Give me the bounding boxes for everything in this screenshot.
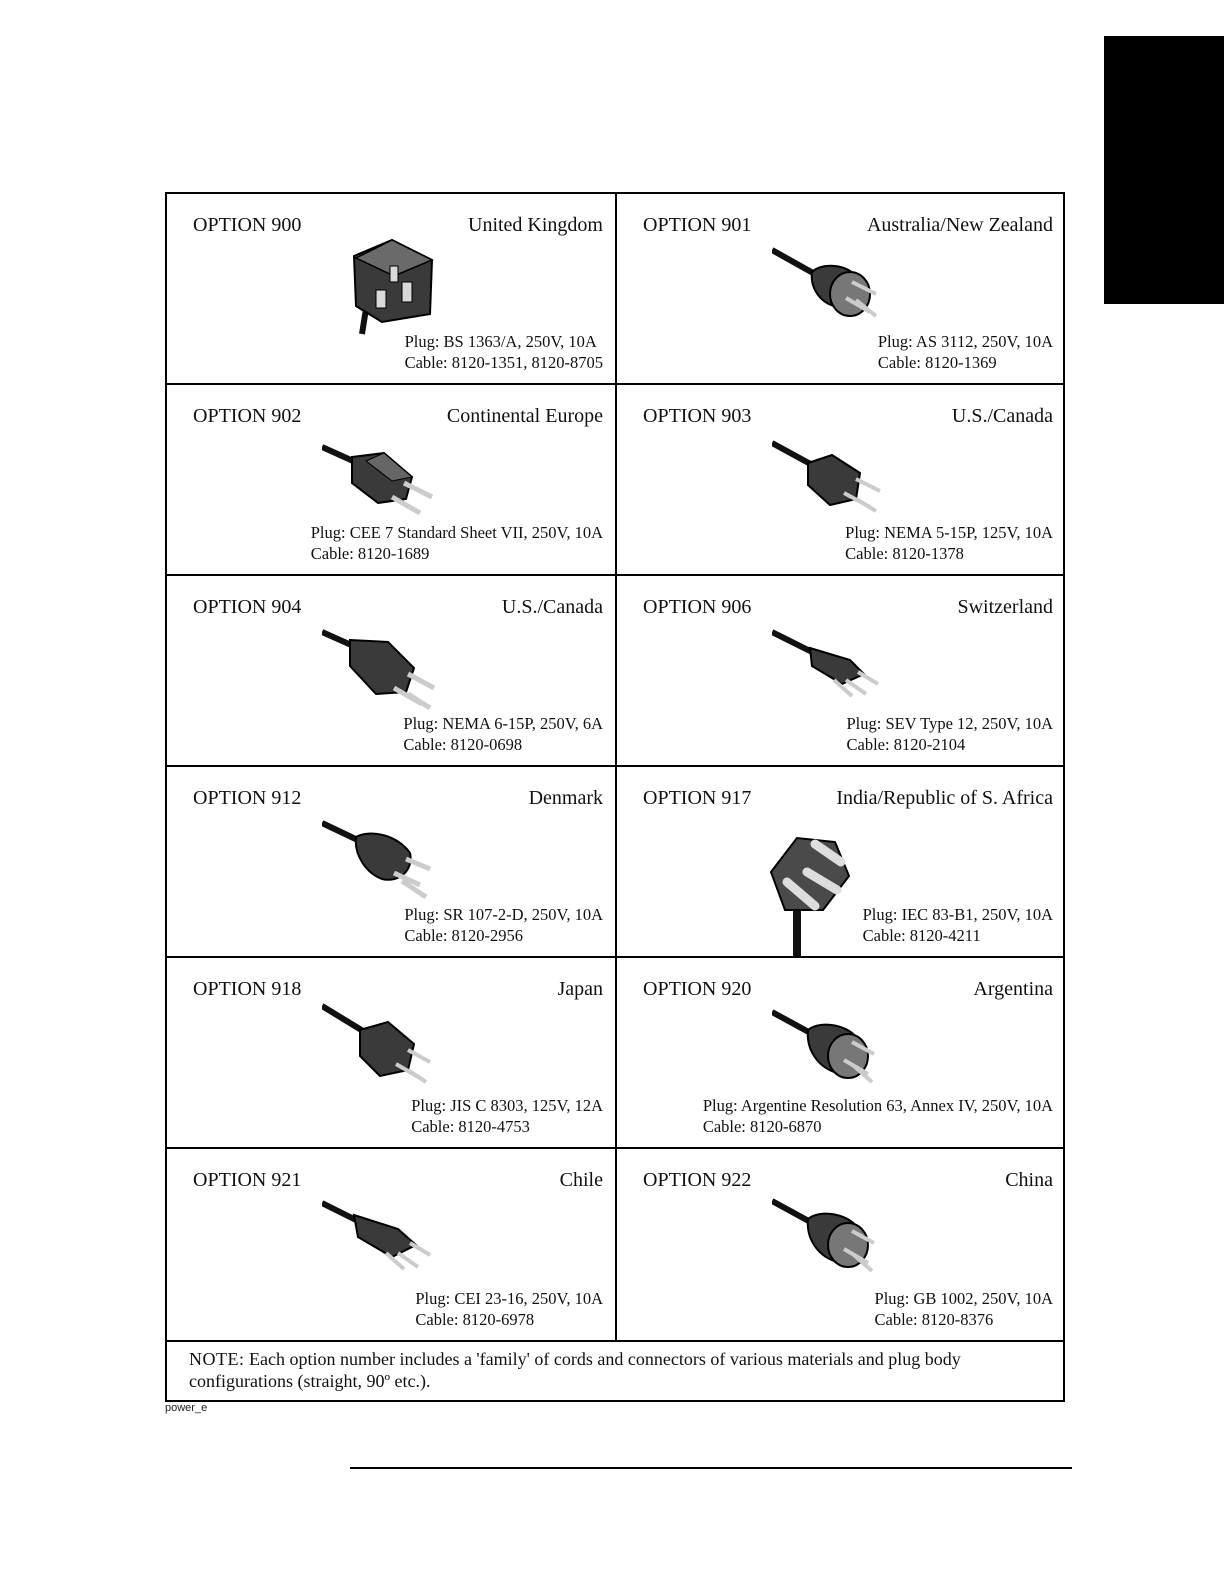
cable-part-numbers: Cable: 8120-0698 (403, 735, 523, 754)
option-country: U.S./Canada (951, 405, 1053, 427)
plug-spec: Plug: NEMA 5-15P, 125V, 10A (845, 523, 1053, 542)
australia-plug-icon (772, 236, 902, 336)
cable-part-numbers: Cable: 8120-6870 (702, 1117, 822, 1136)
europe-plug-icon (322, 427, 452, 527)
plug-spec: Plug: SR 107-2-D, 250V, 10A (404, 905, 603, 924)
option-number: OPTION 921 (193, 1169, 302, 1191)
option-specs (878, 331, 1053, 373)
chile-plug-icon (322, 1191, 452, 1291)
section-tab-marker (1104, 36, 1224, 304)
option-specs (847, 713, 1054, 755)
note-box (165, 1342, 1065, 1402)
option-number: OPTION 918 (193, 978, 302, 1000)
option-number: OPTION 901 (643, 214, 752, 236)
option-number: OPTION 902 (193, 405, 302, 427)
option-cell (617, 767, 1065, 958)
cable-part-numbers: Cable: 8120-6978 (415, 1310, 535, 1329)
cable-part-numbers: Cable: 8120-2104 (846, 735, 966, 754)
option-cell (167, 385, 617, 576)
note-text: Each option number includes a 'family' of cords and connectors of various materials and plug body configurations (straight, 90º etc.). (189, 1349, 961, 1391)
nema-5-15p-plug-icon (772, 427, 902, 527)
plug-spec: Plug: AS 3112, 250V, 10A (877, 332, 1053, 351)
option-number: OPTION 903 (643, 405, 752, 427)
cable-part-numbers: Cable: 8120-4211 (862, 926, 981, 945)
option-cell (617, 576, 1065, 767)
option-country: Switzerland (957, 596, 1053, 618)
swiss-plug-icon (772, 618, 902, 718)
option-country: Japan (557, 978, 603, 1000)
option-cell (617, 1149, 1065, 1340)
option-cell (167, 576, 617, 767)
japan-plug-icon (322, 1000, 452, 1100)
option-specs (311, 522, 603, 564)
option-country: Continental Europe (446, 405, 603, 427)
option-specs (703, 1095, 1053, 1137)
option-cell (167, 958, 617, 1149)
plug-spec: Plug: Argentine Resolution 63, Annex IV, 250V, 10A (702, 1096, 1053, 1115)
plug-spec: Plug: CEE 7 Standard Sheet VII, 250V, 10A (310, 523, 603, 542)
cable-part-numbers: Cable: 8120-1378 (845, 544, 964, 563)
cable-part-numbers: Cable: 8120-8376 (874, 1310, 994, 1329)
option-number: OPTION 922 (643, 1169, 752, 1191)
argentina-plug-icon (772, 1000, 902, 1100)
option-cell (617, 194, 1065, 385)
option-country: U.S./Canada (501, 596, 603, 618)
cable-part-numbers: Cable: 8120-1351, 8120-8705 (404, 353, 603, 372)
option-specs (404, 904, 603, 946)
option-cell (167, 194, 617, 385)
plug-spec: Plug: GB 1002, 250V, 10A (874, 1289, 1053, 1308)
option-number: OPTION 917 (643, 787, 752, 809)
option-country: Chile (559, 1169, 603, 1191)
option-cell (617, 385, 1065, 576)
china-plug-icon (772, 1191, 902, 1291)
power-cord-options-table (165, 192, 1065, 1342)
option-number: OPTION 904 (193, 596, 302, 618)
option-number: OPTION 912 (193, 787, 302, 809)
option-country: Australia/New Zealand (866, 214, 1053, 236)
option-number: OPTION 900 (193, 214, 302, 236)
option-specs (405, 331, 603, 373)
option-specs (863, 904, 1053, 946)
option-specs (403, 713, 603, 755)
option-country: China (1005, 1169, 1053, 1191)
option-country: Argentina (973, 978, 1053, 1000)
option-country: Denmark (528, 787, 603, 809)
cable-part-numbers: Cable: 8120-1369 (877, 353, 997, 372)
nema-6-15p-plug-icon (322, 618, 452, 718)
option-cell (167, 767, 617, 958)
plug-spec: Plug: CEI 23-16, 250V, 10A (415, 1289, 603, 1308)
cable-part-numbers: Cable: 8120-2956 (404, 926, 524, 945)
option-specs (845, 522, 1053, 564)
option-specs (411, 1095, 603, 1137)
option-country: United Kingdom (468, 214, 603, 236)
option-country: India/Republic of S. Africa (836, 787, 1053, 809)
plug-spec: Plug: NEMA 6-15P, 250V, 6A (403, 714, 603, 733)
figure-id: power_e (165, 1402, 208, 1414)
plug-spec: Plug: JIS C 8303, 125V, 12A (411, 1096, 603, 1115)
option-cell (617, 958, 1065, 1149)
uk-plug-icon (322, 236, 452, 336)
note-label: NOTE: (189, 1349, 245, 1369)
footer-rule (350, 1467, 1072, 1469)
option-specs (415, 1288, 603, 1330)
cable-part-numbers: Cable: 8120-1689 (310, 544, 430, 563)
option-number: OPTION 906 (643, 596, 752, 618)
cable-part-numbers: Cable: 8120-4753 (411, 1117, 530, 1136)
option-number: OPTION 920 (643, 978, 752, 1000)
plug-spec: Plug: SEV Type 12, 250V, 10A (846, 714, 1053, 733)
option-cell (167, 1149, 617, 1340)
option-specs (875, 1288, 1053, 1330)
denmark-plug-icon (322, 809, 452, 909)
plug-spec: Plug: IEC 83-B1, 250V, 10A (862, 905, 1053, 924)
plug-spec: Plug: BS 1363/A, 250V, 10A (404, 332, 597, 351)
